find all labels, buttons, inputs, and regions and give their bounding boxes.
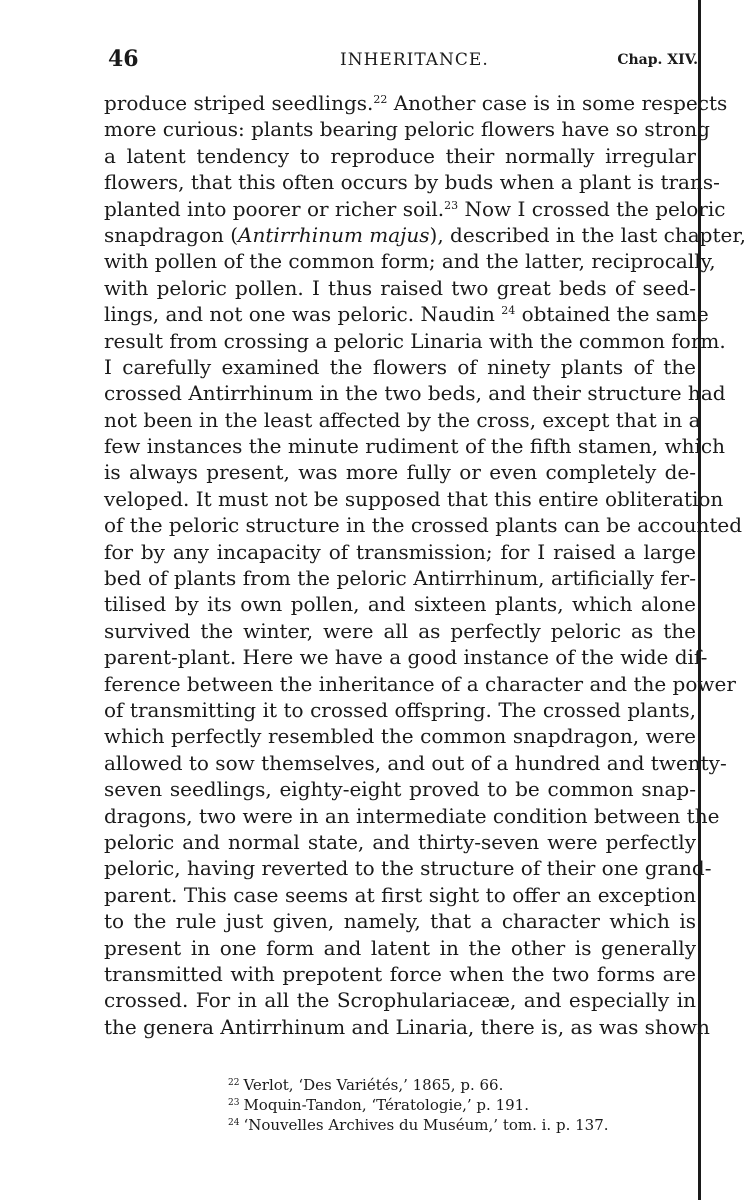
text-run: lings, and not one was peloric. Naudin	[104, 302, 502, 327]
text-run: Now I crossed the peloric	[458, 196, 726, 221]
footnotes	[228, 1075, 688, 1135]
text-run: peloric and normal state, and thirty-seven were perfectly	[104, 829, 696, 854]
text-run: obtained the same	[515, 302, 709, 327]
text-line	[104, 380, 726, 406]
text-run: Another case is in some respects	[387, 91, 728, 115]
text-run: present in one form and latent in the other is generally	[104, 935, 696, 960]
text-line	[104, 908, 696, 934]
text-run: parent-plant. Here we have a good instance of the wide dif-	[104, 645, 708, 670]
text-line	[104, 512, 743, 538]
text-run: of transmitting it to crossed offspring. The crossed plants,	[104, 697, 696, 722]
footnote-text: Moquin-Tandon, ‘Tératologie,’ p. 191.	[243, 1096, 529, 1114]
text-run: a latent tendency to reproduce their normally irregular	[104, 143, 696, 168]
text-run: snapdragon (	[104, 222, 239, 247]
text-line	[104, 961, 696, 987]
text-run: flowers, that this often occurs by buds when a plant is trans-	[104, 170, 720, 195]
text-line	[104, 882, 696, 908]
text-run: seven seedlings, eighty-eight proved to be common snap-	[104, 777, 696, 802]
body-text	[104, 90, 746, 1040]
text-line	[104, 671, 736, 697]
text-run: not been in the least affected by the cross, except that in a	[104, 407, 701, 432]
text-line	[104, 750, 727, 776]
text-run: crossed Antirrhinum in the two beds, and their structure had	[104, 381, 726, 406]
text-line	[104, 618, 696, 644]
text-line	[104, 433, 725, 459]
text-line	[104, 459, 696, 485]
text-run: result from crossing a peloric Linaria with the common form.	[104, 328, 726, 353]
text-run: few instances the minute rudiment of the fifth stamen, which	[104, 434, 725, 459]
text-run: for by any incapacity of transmission; for I raised a large	[104, 539, 696, 564]
text-run: parent. This case seems at first sight to offer an exception	[104, 882, 696, 907]
text-line	[104, 328, 726, 354]
text-run: transmitted with prepotent force when the two forms are	[104, 961, 696, 986]
text-line	[104, 90, 728, 116]
text-run: of the peloric structure in the crossed plants can be accounted	[104, 513, 743, 538]
text-line	[104, 196, 726, 222]
text-line	[104, 829, 696, 855]
text-line	[104, 855, 712, 881]
text-line	[104, 116, 710, 142]
footnote-text: ‘Nouvelles Archives du Muséum,’ tom. i. p. 137.	[243, 1116, 609, 1134]
text-line	[104, 354, 696, 380]
footnote-reference: 24	[501, 304, 516, 318]
text-run: which perfectly resembled the common snapdragon, were	[104, 724, 696, 749]
footnote-text: Verlot, ‘Des Variétés,’ 1865, p. 66.	[243, 1076, 504, 1094]
text-run: the genera Antirrhinum and Linaria, there is, as was shown	[104, 1014, 710, 1039]
text-run: planted into poorer or richer soil.	[104, 196, 445, 221]
text-line	[104, 565, 696, 591]
text-line	[104, 803, 720, 829]
text-run: peloric, having reverted to the structure of their one grand-	[104, 856, 712, 881]
chapter-reference: Chap. XIV.	[617, 52, 698, 68]
footnote-reference: 23	[444, 198, 459, 212]
text-line	[104, 275, 696, 301]
text-line	[104, 169, 720, 195]
footnote-reference: 22	[373, 93, 388, 106]
text-run: bed of plants from the peloric Antirrhinum, artificially fer-	[104, 566, 696, 591]
page-number: 46	[108, 46, 139, 72]
text-run: allowed to sow themselves, and out of a hundred and twenty-	[104, 750, 727, 775]
text-run: with peloric pollen. I thus raised two great beds of seed-	[104, 275, 696, 300]
text-run: tilised by its own pollen, and sixteen plants, which alone	[104, 592, 696, 617]
footnote	[228, 1095, 688, 1115]
text-line	[104, 776, 696, 802]
text-line	[104, 723, 696, 749]
text-line	[104, 222, 746, 248]
text-line	[104, 407, 701, 433]
page-header	[108, 46, 698, 76]
text-run: survived the winter, were all as perfectly peloric as the	[104, 618, 696, 643]
text-run: produce striped seedlings.	[104, 91, 374, 115]
text-run: I carefully examined the flowers of ninety plants of the	[104, 354, 696, 379]
footnote-number: 24	[228, 1118, 240, 1128]
text-run: more curious: plants bearing peloric flowers have so strong	[104, 117, 710, 142]
text-run: ference between the inheritance of a character and the power	[104, 671, 736, 696]
text-run: to the rule just given, namely, that a character which is	[104, 909, 696, 934]
footnote	[228, 1075, 688, 1095]
text-line	[104, 697, 696, 723]
text-line	[104, 486, 724, 512]
text-run: crossed. For in all the Scrophulariaceæ, and especially in	[104, 988, 696, 1013]
text-line	[104, 301, 709, 327]
text-run: ), described in the last chapter,	[429, 222, 746, 247]
text-line	[104, 644, 708, 670]
text-line	[104, 1014, 710, 1040]
running-title: INHERITANCE.	[340, 50, 489, 70]
text-run: with pollen of the common form; and the latter, reciprocally,	[104, 249, 716, 274]
footnote-number: 22	[228, 1078, 240, 1088]
text-line	[104, 987, 696, 1013]
text-line	[104, 248, 716, 274]
footnote-number: 23	[228, 1098, 240, 1108]
text-line	[104, 591, 696, 617]
text-run: dragons, two were in an intermediate condition between the	[104, 803, 720, 828]
text-line	[104, 143, 696, 169]
text-run: veloped. It must not be supposed that this entire obliteration	[104, 486, 724, 511]
text-line	[104, 539, 696, 565]
italic-text: Antirrhinum majus	[238, 222, 430, 247]
text-line	[104, 935, 696, 961]
text-run: is always present, was more fully or even completely de-	[104, 460, 696, 485]
footnote	[228, 1115, 688, 1135]
